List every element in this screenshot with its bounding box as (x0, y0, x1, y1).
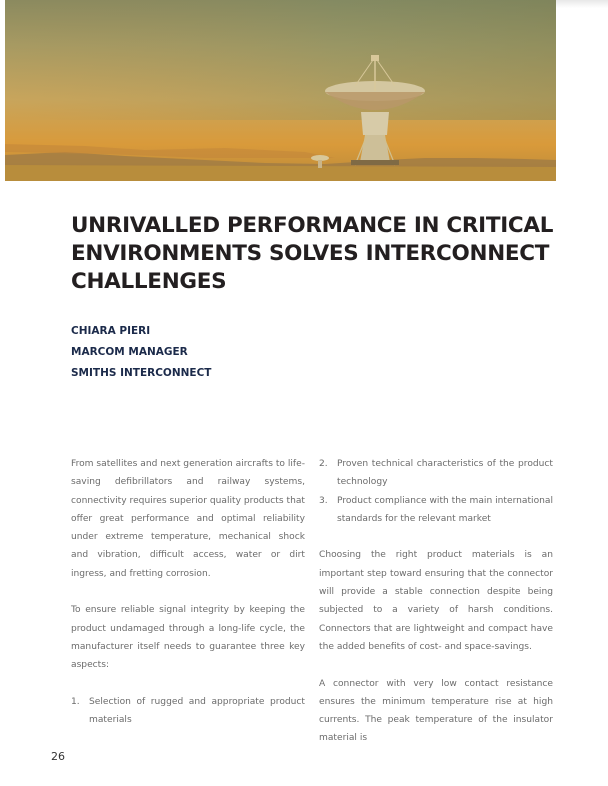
list-text: Product compliance with the main international standards for the relevant market (337, 495, 553, 524)
body-column-right (319, 455, 553, 766)
article-title: UNRIVALLED PERFORMANCE IN CRITICAL ENVIRONMENTS SOLVES INTERCONNECT CHALLENGES (71, 213, 554, 294)
body-paragraph: From satellites and next generation aircrafts to life-saving defibrillators and railway systems, connectivity requires superior quality products that offer great performance and optimal reliability under extreme temperature, mechanical shock and vibration, difficult access, water or dirt ingress, and fretting corrosion. (71, 459, 305, 579)
author-name: CHIARA PIERI (71, 325, 151, 337)
body-column-left (71, 455, 305, 748)
body-paragraph: Choosing the right product materials is an important step toward ensuring that the connector will provide a stable connection despite being subjected to a variety of harsh conditions. Connectors that are lightweight and compact have the added benefits of cost- and space-savings. (319, 550, 553, 652)
radio-telescope-illustration (5, 0, 556, 181)
list-item (319, 455, 553, 492)
author-byline (71, 321, 211, 384)
list-text: Proven technical characteristics of the product technology (337, 459, 553, 488)
list-item (71, 693, 305, 730)
list-item (319, 492, 553, 529)
key-aspects-list (71, 693, 305, 730)
key-aspects-list-continued (319, 455, 553, 528)
body-paragraph: To ensure reliable signal integrity by keeping the product undamaged through a long-life cycle, the manufacturer itself needs to guarantee three key aspects: (71, 605, 305, 671)
hero-image-radio-telescope (5, 0, 556, 181)
list-number: 2. (319, 459, 328, 469)
author-role: MARCOM MANAGER (71, 346, 188, 358)
page-number: 26 (51, 750, 65, 763)
top-shadow-band (556, 0, 608, 8)
list-number: 1. (71, 696, 80, 707)
list-number: 3. (319, 495, 328, 506)
list-text: Selection of rugged and appropriate product materials (89, 696, 305, 726)
body-paragraph: A connector with very low contact resistance ensures the minimum temperature rise at high currents. The peak temperature of the insulator material is (319, 678, 553, 744)
author-company: SMITHS INTERCONNECT (71, 367, 212, 379)
